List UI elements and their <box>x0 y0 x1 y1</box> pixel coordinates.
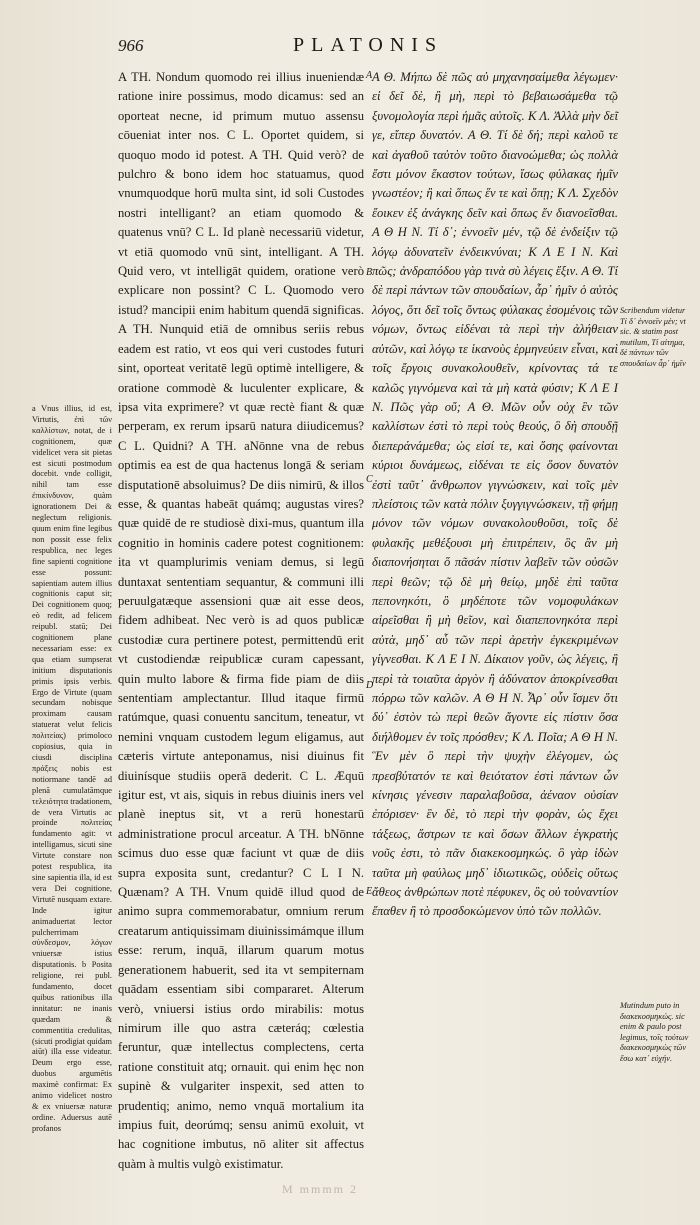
running-title: PLATONIS <box>293 34 444 56</box>
marginal-note-text: a Vnus illius, id est, Virtutis, ἐπὶ τῶν καλλίστων, notat, de i cognitionem, quæ videlicet vera sit pietas est sicuti postmodum docebit. vnde colligit, nihil tam esse ἐπικίνδυνον, quàm ignorationem Dei & neglectum religionis. quum enim fine legibus non possit esse felix respublica, nec leges fine sapienti cognitione esse possunt: sapientiam autem illius cognitionis caput sit; Dei cognitionem quoq; eò redit, ad felicem reipubl. statū; Dei cognitionem plane necessariam esse: ex qua etiam sumpserat initium disputationis primis ipsis verbis. Ergo de Virtute (quam secundam nobisque proximam causam statuerat velut felicis πολιτείας) primoloco copiosius, quia in ciusdi disciplina πράξεις nobis est notiormane tandē ad plenā cumulatāmque τελειότητα tradationem, de vera Virtutis ac proinde πολιτείας fundamento agit: vt intelligamus, sicuti sine Virtute constare non potest respublica, ita sine sapientia illa, id est vera Dei cognitione, Virtutē nusquam extare. Inde igitur animaduertat lector pulcherrimam σύνδεσμον, λόγων vniuersæ istius disputationis. b Posita religione, rei publ. fundamento, docet quibus rationibus illa innitatur: ne inanis quædam & commentitia credulitas, (sicuti prodigiat quidam aiūt) illa esse videatur. Deum ergo esse, duobus argumētis maximè confirmat: Ex animo videlicet nostro & ex vniuersæ naturæ ordine. Aduersus autē profanos <box>32 404 112 1133</box>
marginal-note-right-1-text: Scribendum videtur Τί δ᾽ ἐννοεῖν μέν; vt sic. & statim post mutilum, Τί αἰτημα, δὲ πάντων τῶν σπουδαίων ἆρ᾽ ἡμῖν <box>620 306 686 368</box>
greek-text: Α Θ. Μήπω δὲ πῶς αὐ μηχανησαίμεθα λέγωμεν· εἰ δεῖ δὲ, ἢ μὴ, περὶ τὸ βεβαιωσάμεθα τῷ ξυνομολογία περὶ ἡμᾶς αὐτοῖς. Κ Λ. Ἀλλὰ μὴν δεῖ γε, εἴπερ δυνατόν. Α Θ. Τί δὲ δή; περὶ καλοῦ τε καὶ ἀγαθοῦ ταὐτὸν τοῦτο διανοώμεθα; ὡς πολλὰ ἔστι μόνον ἕκαστον τούτων, ἴσως φύλακας ἡμῖν γνωστέον; ἢ καὶ ὅπως ἕν τε καὶ ὅπῃ; Κ Λ. Σχεδὸν ἔοικεν ἐξ ἀνάγκης δεῖν καὶ ὅπως ἕν διανοεῖσθαι. Α Θ Η Ν. Τί δ᾽; ἐννοεῖν μέν, τῷ δὲ ἐνδείξιν τῷ λόγῳ ἀδυνατεῖν ἐνδεικνύναι; Κ Λ Ε Ι Ν. Καὶ πῶς; ἀνδραπόδου γὰρ τινὰ σὺ λέγεις ἕξιν. Α Θ. Τί δὲ περὶ πάντων τῶν σπουδαίων, ἆρ᾽ ἡμῖν ὁ αὐτὸς λόγος, ὅτι δεῖ τοῖς ὄντως φύλακας ἐσομένοις τῶν νόμων, ὄντως εἰδέναι τὰ περὶ τὴν ἀλήθειαν αὐτῶν, καὶ λόγῳ τε ἱκανοὺς ἑρμηνεύειν εἶναι, καὶ τοῖς ἔργοις συνακολουθεῖν, κρίνοντας τά τε καλῶς γιγνόμενα καὶ τὰ μὴ κατὰ φύσιν; Κ Λ Ε Ι Ν. Πῶς γὰρ οὔ; Α Θ. Μῶν οὖν οὐχ ἓν τῶν καλλίστων ἐστὶ τὸ περὶ τοὺς θεούς, ὃ δὴ σπουδῇ διεπεράνάμεθα; ὡς εἰσί τε, καὶ ὅσης φαίνονται κύριοι δυνάμεως, εἰδέναι τε εἰς ὅσον δυνατὸν ἐστὶ ταῦτ᾽ ἄνθρωπον γιγνώσκειν, καὶ τοῖς μὲν πλείστοις τῶν κατὰ πόλιν ξυγγιγνώσκειν, τῇ φήμῃ μόνον τῶν νόμων συνακολουθοῦσι, τοῖς δὲ φυλακῆς μεθέξουσι μὴ ἐπιτρέπειν, ὃς ἂν μὴ διαπονήσηται ὅ πᾶσάν πίστιν λαβεῖν τῶν οὐσῶν περὶ θεῶν; τῷ δὲ μὴ θείῳ, μηδὲ ἐπὶ ταῦτα πεπονηκότι, ὃ μηδέποτε τῶν νομοφυλάκων αἱρεῖσθαι ἢ μὴ θεῖον, καὶ διαπεπονηκότα περὶ αὐτὰ, μηδ᾽ αὖ τῶν περὶ ἀρετὴν ἐγκεκριμένων γίγνεσθαι. Κ Λ Ε Ι Ν. Δίκαιον γοῦν, ὡς λέγεις, ἢ περὶ τὰ τοιαῦτα ἀργὸν ἢ ἀδύνατον ἀποκρίνεσθαι πόρρω τῶν καλῶν. Α Θ Η Ν. Ἆρ᾽ οὖν ἴσμεν ὅτι δύ᾽ ἐστὸν τὼ περὶ θεῶν ἄγοντε εἰς πίστιν ὅσα διήλθομεν ἐν τοῖς πρόσθεν; Κ Λ. Ποῖα; Α Θ Η Ν. Ἓν μὲν ὃ περὶ τὴν ψυχὴν ἐλέγομεν, ὡς πρεσβύτατόν τε καὶ θειότατον ἐστὶ πάντων ὧν κίνησις γένεσιν παραλαβοῦσα, ἀέναον οὐσίαν ἐπόρισεν· ἓν δὲ, τὸ περὶ τὴν φορὰν, ὡς ἔχει τάξεως, ἄστρων τε καὶ ὅσων ἄλλων ἐγκρατὴς νοῦς ἐστι, τὸ πᾶν διακεκοσμηκώς. ὃ γὰρ ἰδὼν ταῦτα μὴ φαύλως μηδ᾽ ἰδιωτικῶς, οὐδεὶς οὕτως ἄθεος ἀνθρώπων ποτὲ πέφυκεν, ὃς οὐ τοὐναντίον ἔπαθεν ἢ τὸ προσδοκώμενον ὑπὸ τῶν πολλῶν. <box>372 70 618 919</box>
marginal-note-right-2-text: Mutindum puto in διακεκοσμηκώς. sic enim & paulo post legimus, τοῖς τούτων διακεκοσμηκὼς τῶν ἔσω κατ᾽ εὐχήν. <box>620 1001 689 1063</box>
page-number: 966 <box>118 36 144 55</box>
latin-text: A TH. Nondum quomodo rei illius inueniendæ ratione inire possimus, modo dicamus: sed an oporteat necne, id primum mutuo assensu cōueniat inter nos. C L. Oportet quidem, si quoquo modo id potest. A TH. Quid verò? de pulchro & bono idem hoc statuamus, quod vnumquodque horū multa sint, id soli Custodes nostri intelligant? an etiam quomodo & quatenus vnū? C L. Id planè necessariū videtur, vt etiā quomodo vnū sint, intelligant. A TH. Quid vero, vt intelligāt quidem, oratione verò explicare non possint? C L. Quomodo vero istud? mancipii enim habitum quendā significas. A TH. Nunquid etiā de omnibus seriis rebus eadem est ratio, vt eos qui veri custodes futuri sint, oporteat veritatē legū optimè intelligere, & oratione commodè & luculenter explicare, & ipsa vita exprimere? vt quæ rectè fiant & quæ perperam, ex rerum ipsarū natura diiudicemus? C L. Quidni? A TH. aNōnne vna de rebus optimis ea est de qua hactenus longā & seriam disputationē absoluimus? De diis nimirū, & illos esse, & quantas habeāt quámq; augustas vires? quæ quidē de re studiosè dixi-mus, quantum illa cognitio in hominis cadere potest cognitionem: ita vt quamplurimis veniam demus, si legū duntaxat sententiam sequantur, & communi illi peruulgatæque assensioni quæ ait esse deos, fidem adhibeat. Nec verò is ad quos publicæ custodiæ cura pertinere potest, permittendū erit vt custodiendæ reipublicæ curam capessant, quin multo labore & firma fide piam de diis sententiam amplectantur. Illud itaque firmū ratúmque, quasi conuentu sancitum, teneatur, vt nemini vnquam custodem legum eligamus, aut cæteris virtute anteponamus, nisi diuinus fit diuinísque studiis operā dederit. C L. Æquū igitur est, vt ais, siquis in rebus diuinis iners vel planè ineptus sit, vt a rerū honestarū administratione procul arceatur. A TH. bNōnne scimus duo esse quæ faciunt vt quæ de diis supra exposita sunt, credantur? C L I N. Quænam? A TH. Vnum quidē illud quod de animo supra commemorabatur, omnium rerum creatarum antiquissimam diuinissimámque illum esse: rerum, inquā, illarum quarum motus generationem habuerit, sed ita vt sempiternam quādam essentiam sibi compararet. Alterum verò, vniuersi istius ordo mirabilis: motus nimirum ille quo astra cæteráq; cœlestia feruntur, quæ intellectus complectens, certa ratione constituit atq; ornauit. qui enim hęc non supinè & vulgariter inspexit, sed atten to prudentiq; animo, nemo vnquā mortalium ita impius fuit, deorúmq; sensu animū exoluit, vt hac cognitione imbutus, nō aliter sit affectus quàm à multis vulgò existimatur. <box>118 70 364 1171</box>
section-marker-e: E <box>366 886 373 897</box>
marginal-note-right-1 <box>620 306 692 370</box>
section-marker-d: D <box>366 680 374 691</box>
section-marker-c: C <box>366 474 373 485</box>
marginal-notes-left <box>32 404 112 1135</box>
bleed-through-signature: M mmmm 2 <box>282 1182 359 1196</box>
latin-translation-column <box>118 68 364 1174</box>
page-header <box>118 36 678 62</box>
greek-text-column <box>372 68 618 922</box>
section-marker-a: A <box>366 70 373 81</box>
marginal-note-right-2 <box>620 1001 692 1065</box>
section-marker-b: B <box>366 267 373 278</box>
